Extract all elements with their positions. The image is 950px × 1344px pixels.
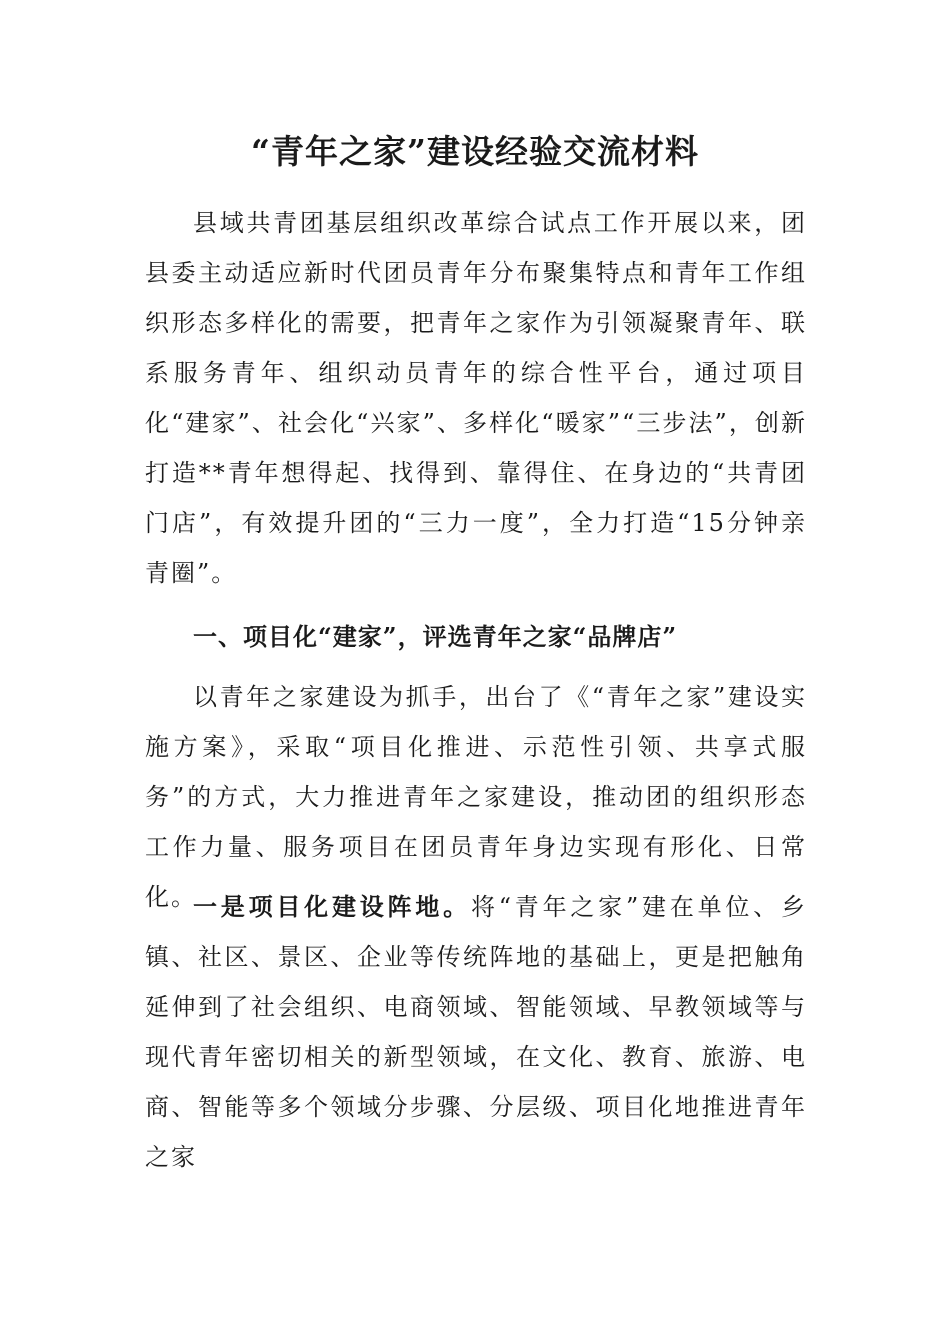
section-heading: 一、项目化“建家”，评选青年之家“品牌店” [193, 622, 678, 651]
section-paragraph: 以青年之家建设为抓手，出台了《“青年之家”建设实施方案》，采取“项目化推进、示范性引领、共享式服务”的方式，大力推进青年之家建设，推动团的组织形态工作力量、服务项目在团员青年身边实现有形化、日常化。 [145, 683, 807, 911]
point-text: 将“青年之家”建在单位、乡镇、社区、景区、企业等传统阵地的基础上，更是把触角延伸到了社会组织、电商领域、智能领域、早教领域等与现代青年密切相关的新型领域，在文化、教育、旅游、电商、智能等多个领域分步骤、分层级、项目化地推进青年之家 [145, 893, 807, 1171]
point-lead: 一是项目化建设阵地。 [193, 892, 471, 921]
document-title: “青年之家”建设经验交流材料 [251, 132, 699, 171]
point-paragraph [145, 882, 807, 1182]
intro-paragraph: 县域共青团基层组织改革综合试点工作开展以来，团县委主动适应新时代团员青年分布聚集特点和青年工作组织形态多样化的需要，把青年之家作为引领凝聚青年、联系服务青年、组织动员青年的综合性平台，通过项目化“建家”、社会化“兴家”、多样化“暖家”“三步法”，创新打造**青年想得起、找得到、靠得住、在身边的“共青团门店”，有效提升团的“三力一度”，全力打造“15分钟亲青圈”。 [145, 209, 807, 587]
